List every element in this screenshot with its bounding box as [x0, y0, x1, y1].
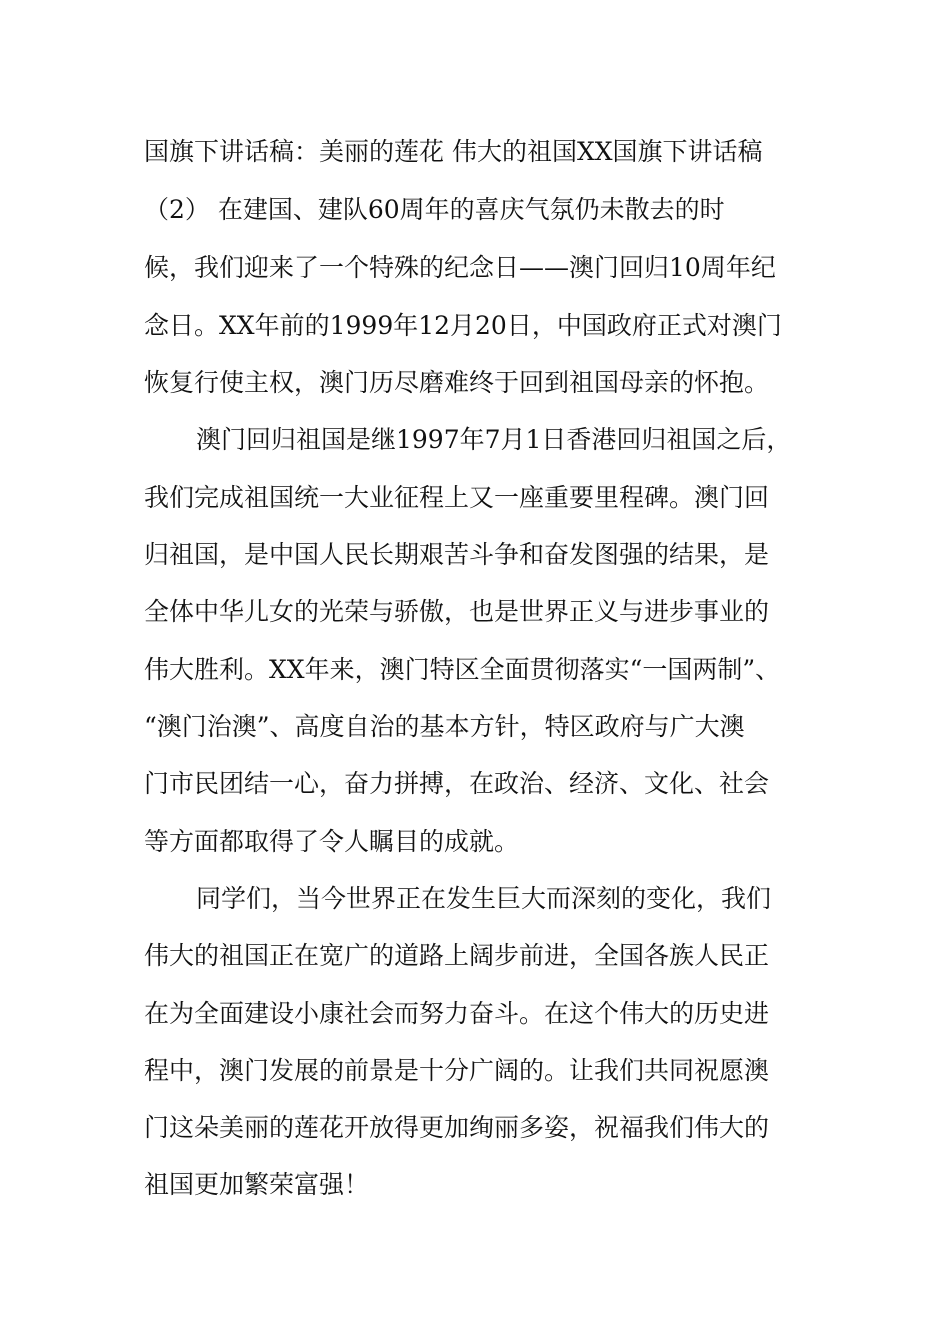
text-line: 祖国更加繁荣富强！ — [144, 1170, 370, 1199]
text-line: 伟大胜利。XX年来，澳门特区全面贯彻落实“一国两制”、 — [144, 655, 781, 684]
text-line: 恢复行使主权，澳门历尽磨难终于回到祖国母亲的怀抱。 — [144, 368, 770, 397]
text-line: 全体中华儿女的光荣与骄傲，也是世界正义与进步事业的 — [144, 597, 770, 626]
text-line: 候，我们迎来了一个特殊的纪念日——澳门回归10周年纪 — [144, 253, 776, 282]
paragraph-start-line: 同学们，当今世界正在发生巨大而深刻的变化，我们 — [196, 884, 772, 913]
text-line: 伟大的祖国正在宽广的道路上阔步前进，全国各族人民正 — [144, 941, 770, 970]
text-line: 念日。XX年前的1999年12月20日，中国政府正式对澳门 — [144, 311, 782, 340]
text-line: 在为全面建设小康社会而努力奋斗。在这个伟大的历史进 — [144, 999, 770, 1028]
text-line: 归祖国，是中国人民长期艰苦斗争和奋发图强的结果，是 — [144, 540, 770, 569]
text-line: （2） 在建国、建队60周年的喜庆气氛仍未散去的时 — [144, 195, 725, 224]
text-line: 等方面都取得了令人瞩目的成就。 — [144, 827, 520, 856]
text-line: 我们完成祖国统一大业征程上又一座重要里程碑。澳门回 — [144, 483, 770, 512]
text-line: 程中，澳门发展的前景是十分广阔的。让我们共同祝愿澳 — [144, 1056, 770, 1085]
text-line: 门这朵美丽的莲花开放得更加绚丽多姿，祝福我们伟大的 — [144, 1113, 770, 1142]
paragraph-start-line: 澳门回归祖国是继1997年7月1日香港回归祖国之后， — [196, 425, 792, 454]
text-line: 门市民团结一心，奋力拼搏，在政治、经济、文化、社会 — [144, 769, 770, 798]
title-line: 国旗下讲话稿：美丽的莲花 伟大的祖国XX国旗下讲话稿 — [144, 137, 763, 166]
text-line: “澳门治澳”、高度自治的基本方针，特区政府与广大澳 — [144, 712, 745, 741]
